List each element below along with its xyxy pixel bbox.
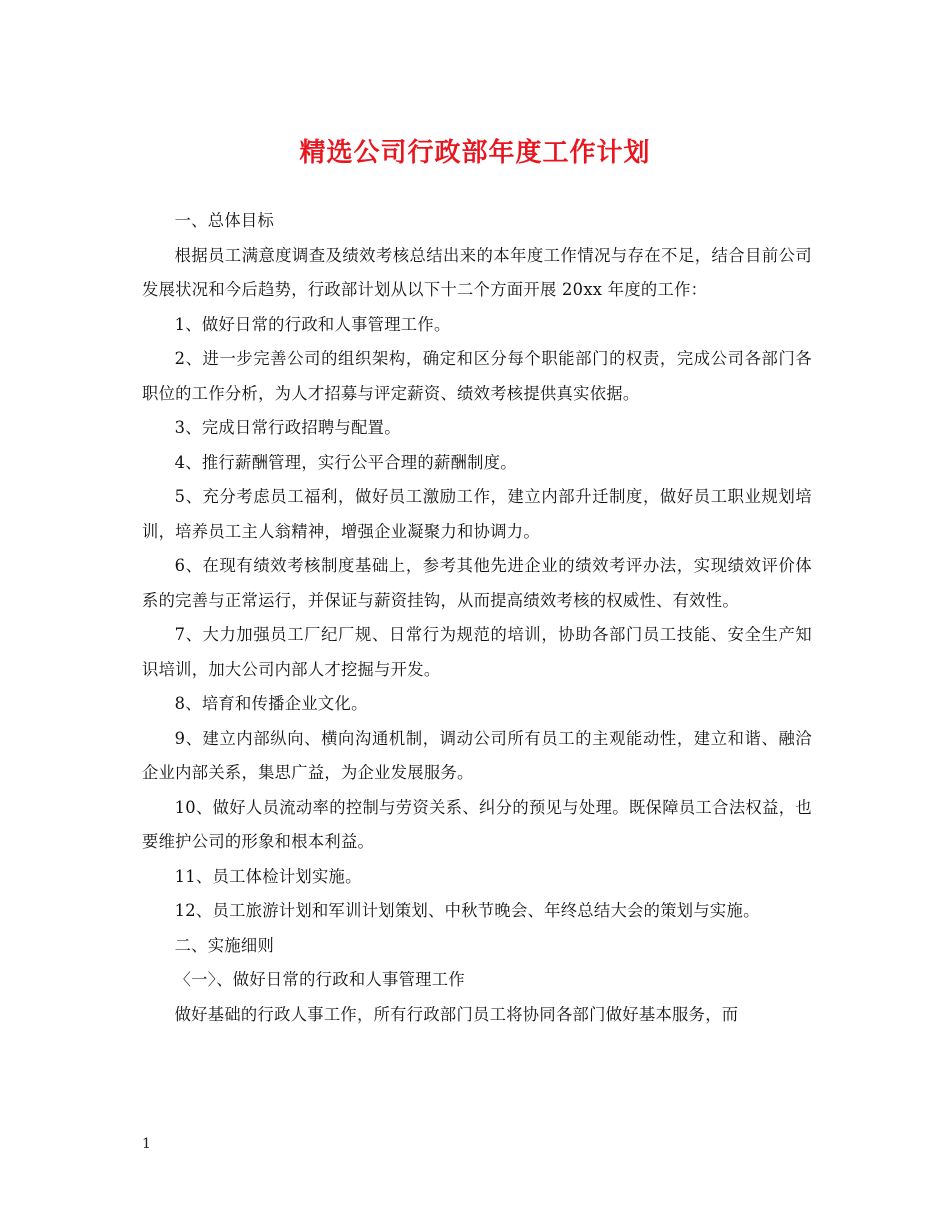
body-paragraph: 做好基础的行政人事工作，所有行政部门员工将协同各部门做好基本服务，而 bbox=[174, 1004, 739, 1024]
subsection-heading-1: 〈一〉、做好日常的行政和人事管理工作 bbox=[174, 970, 465, 989]
section-heading-implementation: 二、实施细则 bbox=[174, 935, 275, 955]
plan-item-5: 5、充分考虑员工福利，做好员工激励工作，建立内部升迁制度，做好员工职业规划培训，培养员工主人翁精神，增强企业凝聚力和协调力。 bbox=[142, 487, 812, 541]
section-heading-overall-goals: 一、总体目标 bbox=[174, 211, 275, 230]
plan-item-11: 11、员工体检计划实施。 bbox=[174, 866, 362, 886]
plan-item-7: 7、大力加强员工厂纪厂规、日常行为规范的培训，协助各部门员工技能、安全生产知识培训，加大公司内部人才挖掘与开发。 bbox=[142, 625, 812, 679]
page-number: 1 bbox=[142, 1136, 151, 1152]
plan-item-6: 6、在现有绩效考核制度基础上，参考其他先进企业的绩效考评办法，实现绩效评价体系的完善与正常运行，并保证与薪资挂钩，从而提高绩效考核的权威性、有效性。 bbox=[142, 556, 812, 610]
plan-item-8: 8、培育和传播企业文化。 bbox=[174, 694, 368, 713]
plan-item-2: 2、进一步完善公司的组织架构，确定和区分每个职能部门的权责，完成公司各部门各职位的工作分析，为人才招募与评定薪资、绩效考核提供真实依据。 bbox=[142, 349, 812, 403]
plan-item-10: 10、做好人员流动率的控制与劳资关系、纠分的预见与处理。既保障员工合法权益，也要维护公司的形象和根本利益。 bbox=[142, 797, 812, 851]
document-title: 精选公司行政部年度工作计划 bbox=[299, 138, 651, 168]
plan-item-1: 1、做好日常的行政和人事管理工作。 bbox=[174, 314, 451, 334]
plan-item-12: 12、员工旅游计划和军训计划策划、中秋节晚会、年终总结大会的策划与实施。 bbox=[174, 901, 760, 920]
plan-item-3: 3、完成日常行政招聘与配置。 bbox=[174, 418, 401, 437]
plan-item-4: 4、推行薪酬管理，实行公平合理的薪酬制度。 bbox=[174, 452, 517, 472]
document-body bbox=[142, 204, 812, 1032]
intro-paragraph: 根据员工满意度调查及绩效考核总结出来的本年度工作情况与存在不足，结合目前公司发展状况和今后趋势，行政部计划从以下十二个方面开展 20xx 年度的工作： bbox=[142, 245, 812, 299]
plan-item-9: 9、建立内部纵向、横向沟通机制，调动公司所有员工的主观能动性，建立和谐、融洽企业内部关系，集思广益，为企业发展服务。 bbox=[142, 728, 812, 782]
